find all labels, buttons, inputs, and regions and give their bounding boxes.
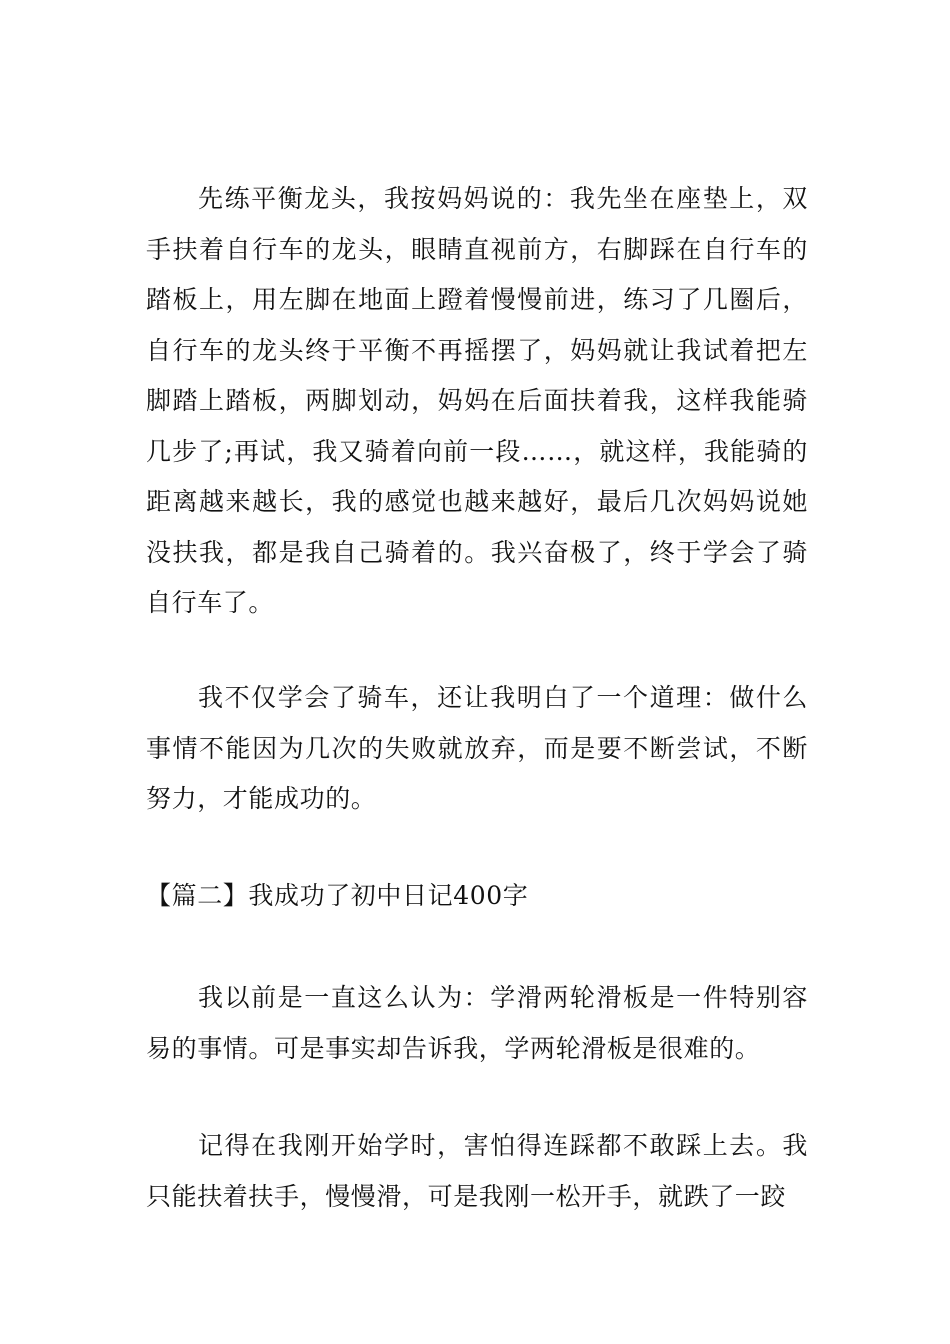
paragraph-skateboard-start: 记得在我刚开始学时，害怕得连踩都不敢踩上去。我只能扶着扶手，慢慢滑，可是我刚一松开手，就跌了一跤 xyxy=(146,1131,808,1211)
paragraph-learning-balance: 先练平衡龙头，我按妈妈说的：我先坐在座垫上，双手扶着自行车的龙头，眼睛直视前方，右脚踩在自行车的踏板上，用左脚在地面上蹬着慢慢前进，练习了几圈后，自行车的龙头终于平衡不再摇摆了，妈妈就让我试着把左脚踏上踏板，两脚划动，妈妈在后面扶着我，这样我能骑几步了;再试，我又骑着向前一段……，就这样，我能骑的距离越来越长，我的感觉也越来越好，最后几次妈妈说她没扶我，都是我自己骑着的。我兴奋极了，终于学会了骑自行车了。 xyxy=(146,184,808,617)
paragraph-skateboard-intro: 我以前是一直这么认为：学滑两轮滑板是一件特别容易的事情。可是事实却告诉我，学两轮滑板是很难的。 xyxy=(146,983,808,1063)
paragraph-lesson-learned: 我不仅学会了骑车，还让我明白了一个道理：做什么事情不能因为几次的失败就放弃，而是要不断尝试，不断努力，才能成功的。 xyxy=(146,683,808,813)
section-heading: 【篇二】我成功了初中日记400字 xyxy=(146,881,529,910)
